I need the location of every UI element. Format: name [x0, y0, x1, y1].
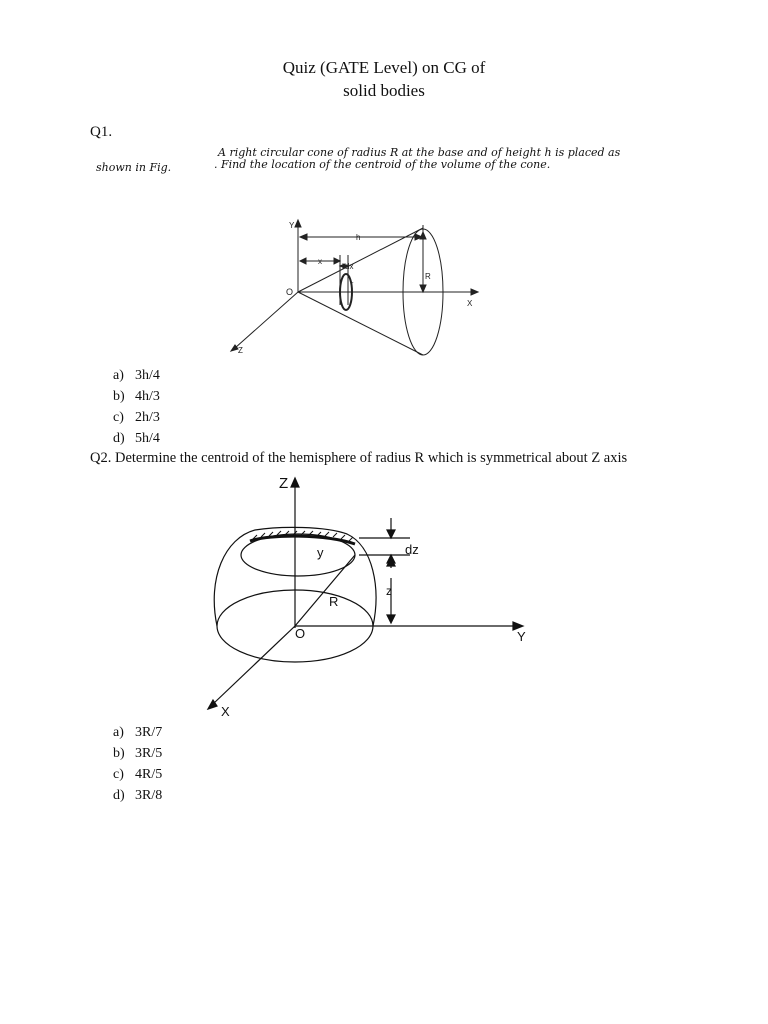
- q1-text-line-1: A right circular cone of radius R at the base and of height h is placed as: [218, 146, 621, 159]
- q1-label-h: h: [356, 233, 361, 242]
- title-line-2: solid bodies: [343, 81, 425, 100]
- q2-label-y: y: [317, 545, 324, 560]
- q2-label-z: z: [386, 584, 392, 598]
- q1-label-o: O: [286, 287, 294, 297]
- q2-question: Q2. Determine the centroid of the hemisphere of radius R which is symmetrical about Z axis: [90, 450, 628, 466]
- q2-option-c[interactable]: c) 4R/5: [113, 767, 163, 782]
- q1-text-line-2: . Find the location of the centroid of the volume of the cone.: [214, 158, 551, 171]
- q1-options: [113, 365, 160, 449]
- q2-label-R: R: [329, 594, 339, 609]
- q1-label: Q1.: [90, 124, 113, 140]
- q2-option-a[interactable]: a) 3R/7: [113, 725, 163, 740]
- q2-option-b[interactable]: b) 3R/5: [113, 746, 163, 761]
- page-title: [0, 56, 768, 102]
- q1-x-arrow: [471, 289, 478, 295]
- q1-z-axis: [235, 292, 298, 348]
- q1-cone-figure: [90, 140, 510, 365]
- q1-label-x: x: [318, 257, 322, 266]
- q2-x-axis: [213, 626, 295, 704]
- q2-label-x-axis: X: [221, 704, 230, 719]
- q1-label-r: r: [351, 281, 354, 288]
- q2-hemisphere-figure: [195, 468, 555, 723]
- q1-label-z-axis: Z: [238, 346, 243, 355]
- q1-option-d[interactable]: d) 5h/4: [113, 431, 160, 446]
- q2-options: [113, 722, 162, 806]
- q2-hatched-slice: [250, 536, 355, 544]
- q2-option-d[interactable]: d) 3R/8: [113, 788, 163, 803]
- q2-label-o: O: [295, 626, 306, 641]
- q1-y-arrow: [295, 220, 301, 227]
- q1-label-R: R: [425, 272, 431, 281]
- q1-cone-top-line: [298, 228, 423, 292]
- q1-option-b[interactable]: b) 4h/3: [113, 389, 160, 404]
- q2-label-z-axis: Z: [279, 475, 289, 492]
- title-line-1: Quiz (GATE Level) on CG of: [282, 58, 486, 77]
- q1-label-y: Y: [289, 221, 295, 230]
- q2-label-dz: dz: [405, 542, 419, 557]
- q2-label-y-axis: Y: [517, 629, 526, 644]
- q1-option-c[interactable]: c) 2h/3: [113, 410, 160, 425]
- q1-text-prefix: shown in Fig.: [96, 161, 172, 174]
- q1-label-x-axis: X: [467, 299, 473, 308]
- q1-option-a[interactable]: a) 3h/4: [113, 368, 160, 383]
- q2-z-arrow: [291, 478, 299, 487]
- q1-label-dx: dx: [345, 262, 354, 271]
- q1-cone-bottom-line: [298, 292, 423, 355]
